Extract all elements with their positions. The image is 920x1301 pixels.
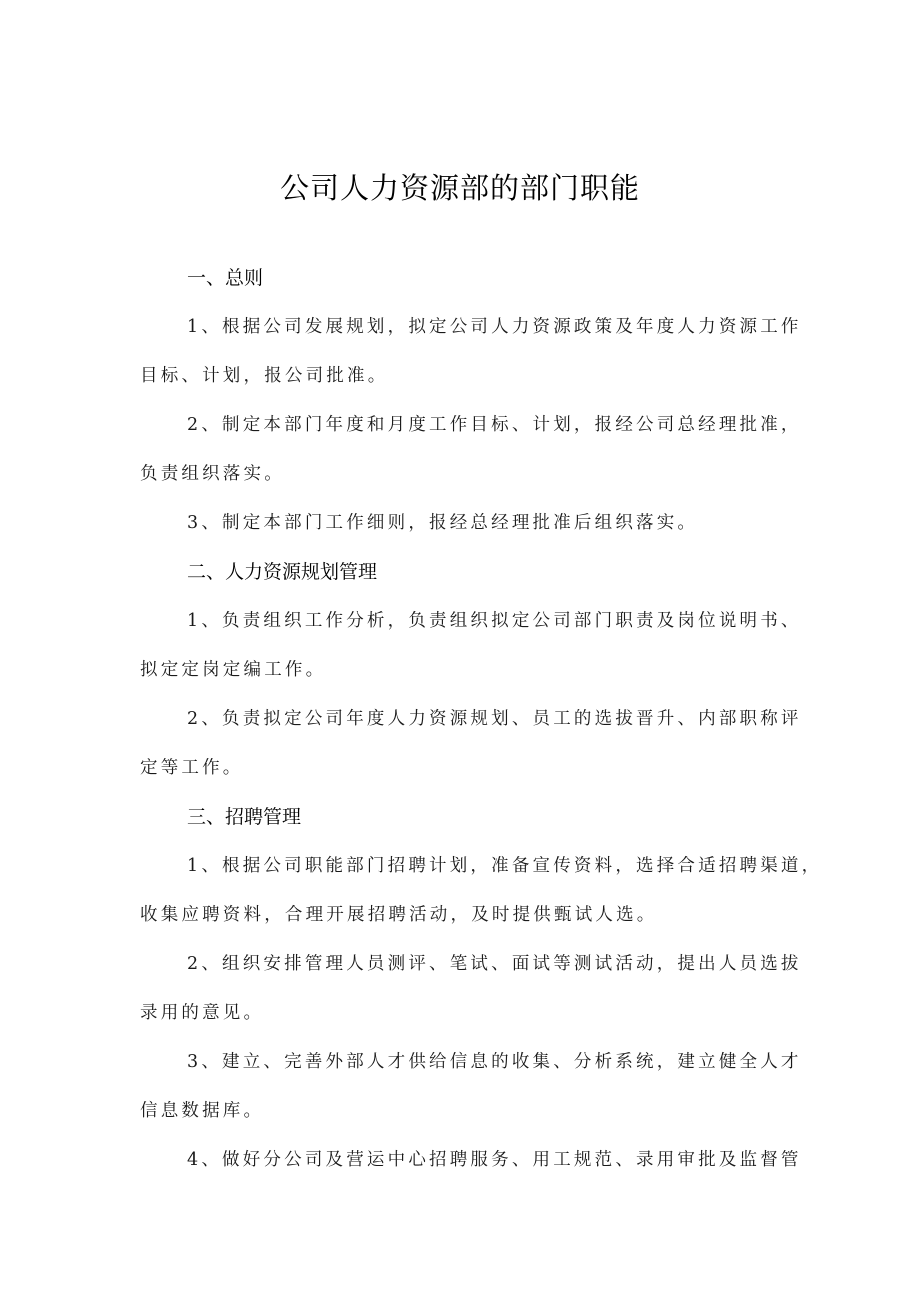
paragraph-line: 4、做好分公司及营运中心招聘服务、用工规范、录用审批及监督管 xyxy=(187,1150,802,1170)
paragraph-line: 3、建立、完善外部人才供给信息的收集、分析系统，建立健全人才 xyxy=(187,1052,802,1072)
paragraph xyxy=(140,950,802,1027)
paragraph xyxy=(140,1048,802,1125)
document-title: 公司人力资源部的部门职能 xyxy=(279,171,640,205)
paragraph-line: 2、制定本部门年度和月度工作目标、计划，报经公司总经理批准， xyxy=(187,415,802,435)
paragraph xyxy=(140,509,790,537)
paragraph-line: 3、制定本部门工作细则，报经总经理批准后组织落实。 xyxy=(187,513,699,533)
paragraph-line: 1、根据公司发展规划，拟定公司人力资源政策及年度人力资源工作 xyxy=(187,317,802,337)
paragraph-line: 拟定定岗定编工作。 xyxy=(140,660,327,680)
paragraph-line: 1、负责组织工作分析，负责组织拟定公司部门职责及岗位说明书、 xyxy=(187,611,802,631)
paragraph xyxy=(140,852,823,929)
paragraph-line: 收集应聘资料，合理开展招聘活动，及时提供甄试人选。 xyxy=(140,905,658,925)
section-heading-recruitment: 三、招聘管理 xyxy=(187,806,302,828)
paragraph xyxy=(140,1146,802,1174)
document-body xyxy=(140,264,823,1195)
paragraph xyxy=(140,411,802,488)
paragraph-line: 信息数据库。 xyxy=(140,1101,265,1121)
paragraph-line: 目标、计划，报公司批准。 xyxy=(140,366,389,386)
paragraph-line: 负责组织落实。 xyxy=(140,464,285,484)
paragraph-line: 定等工作。 xyxy=(140,758,244,778)
paragraph-line: 1、根据公司职能部门招聘计划，准备宣传资料，选择合适招聘渠道， xyxy=(187,856,823,876)
paragraph-line: 2、负责拟定公司年度人力资源规划、员工的选拔晋升、内部职称评 xyxy=(187,709,802,729)
paragraph xyxy=(140,313,802,390)
section-heading-general: 一、总则 xyxy=(187,267,264,289)
paragraph-line: 录用的意见。 xyxy=(140,1003,265,1023)
paragraph xyxy=(140,705,802,782)
paragraph xyxy=(140,607,802,684)
section-heading-hr-planning: 二、人力资源规划管理 xyxy=(187,561,378,583)
paragraph-line: 2、组织安排管理人员测评、笔试、面试等测试活动，提出人员选拔 xyxy=(187,954,802,974)
